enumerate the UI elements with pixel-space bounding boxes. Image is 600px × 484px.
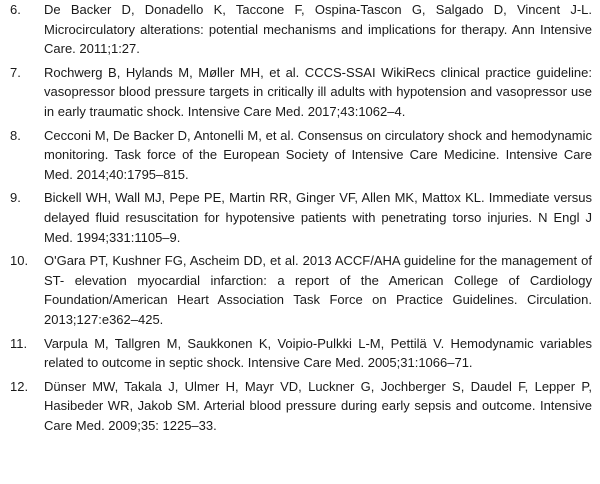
reference-item-8: [0, 126, 600, 185]
reference-number: 6.: [10, 2, 21, 17]
reference-text: O'Gara PT, Kushner FG, Ascheim DD, et al. 2013 ACCF/AHA guideline for the management of ST- elevation myocardial infarction: a report of the American College of Cardiology Foundation/American Heart Association Task Force on Practice Guidelines. Circulation. 2013;127:e362–425.: [44, 253, 592, 327]
reference-text: Rochwerg B, Hylands M, Møller MH, et al. CCCS-SSAI WikiRecs clinical practice guideline: vasopressor blood pressure targets in critically ill adults with hypotension and vasopressor use in early traumatic shock. Intensive Care Med. 2017;43:1062–4.: [44, 64, 592, 119]
reference-item-9: [0, 188, 600, 247]
reference-number: 11.: [10, 335, 28, 351]
reference-number: 8.: [10, 127, 21, 143]
reference-item-10: [0, 251, 600, 329]
reference-number: 9.: [10, 190, 21, 206]
reference-text: De Backer D, Donadello K, Taccone F, Ospina-Tascon G, Salgado D, Vincent J-L. Microcirculatory alterations: potential mechanisms and implications for therapy. Ann Intensive Care. 2011;1:27.: [44, 2, 592, 57]
reference-item-12: [0, 377, 600, 436]
reference-number: 10.: [10, 253, 29, 269]
reference-item-6: [0, 0, 600, 59]
reference-item-7: [0, 63, 600, 122]
reference-text: Varpula M, Tallgren M, Saukkonen K, Voipio-Pulkki L-M, Pettilä V. Hemodynamic variables related to outcome in septic shock. Intensive Care Med. 2005;31:1066–71.: [44, 335, 592, 371]
reference-text: Cecconi M, De Backer D, Antonelli M, et al. Consensus on circulatory shock and hemodynamic monitoring. Task force of the European Society of Intensive Care Medicine. Intensive Care Med. 2014;40:1795–815.: [44, 127, 592, 182]
reference-item-11: [0, 334, 600, 373]
reference-text: Dünser MW, Takala J, Ulmer H, Mayr VD, Luckner G, Jochberger S, Daudel F, Lepper P, Hasibeder WR, Jakob SM. Arterial blood pressure during early sepsis and outcome. Intensive Care Med. 2009;35: 1225–33.: [44, 378, 592, 433]
reference-text: Bickell WH, Wall MJ, Pepe PE, Martin RR, Ginger VF, Allen MK, Mattox KL. Immediate versus delayed fluid resuscitation for hypotensive patients with penetrating torso injuries. N Engl J Med. 1994;331:1105–9.: [44, 190, 592, 245]
reference-number: 12.: [10, 378, 29, 394]
reference-number: 7.: [10, 64, 21, 80]
